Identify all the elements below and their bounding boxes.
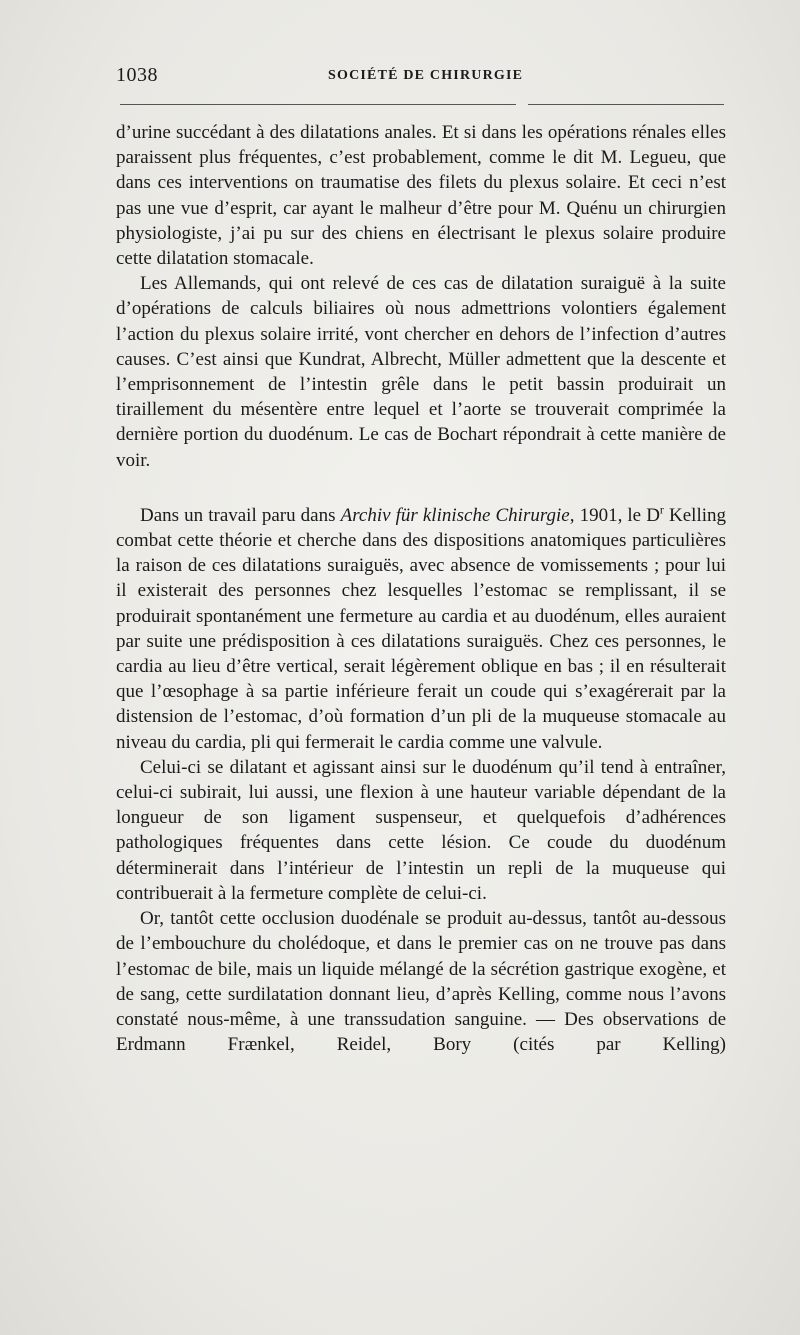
- paragraph-3-text-b: , 1901, le D: [569, 504, 660, 526]
- header-rule-right: [528, 104, 724, 105]
- running-head: SOCIÉTÉ DE CHIRURGIE: [328, 68, 524, 83]
- header-rule-left: [120, 104, 516, 105]
- paragraph-5: Or, tantôt cette occlusion duodénale se produit au-dessus, tantôt au-dessous de l’embouchure du cholédoque, et dans le premier cas on ne trouve pas dans l’estomac de bile, mais un liquide mélangé de la sécrétion gastrique exogène, et de sang, cette surdilatation donnant lieu, d’après Kelling, comme nous l’avons constaté nous-même, à une transsudation sanguine. — Des observations de Erdmann Frænkel, Reidel, Bory (cités par Kelling): [116, 908, 726, 1056]
- paragraph-3-text-c: Kelling combat cette théorie et cherche dans des dispositions anatomiques particulières la raison de ces dilatations suraiguës, avec absence de vomissements ; pour lui il existerait des personnes chez lesquelles l’estomac se remplissant, il se produirait spontanément une fermeture au cardia et au duodénum, elles auraient par suite une prédisposition à ces dilatations suraiguës. Chez ces personnes, le cardia au lieu d’être vertical, serait légèrement oblique en bas ; il en résulterait que l’œsophage à sa partie inférieure ferait un coude qui s’exagérerait par la distension de l’estomac, d’où formation d’un pli de la muqueuse stomacale au niveau du cardia, pli qui fermerait le cardia comme une valvule.: [116, 504, 726, 753]
- paragraph-3-text-a: Dans un travail paru dans: [140, 504, 341, 526]
- paragraph-2: Les Allemands, qui ont relevé de ces cas de dilatation suraiguë à la suite d’opérations de calculs biliaires où nous admettrions volontiers également l’action du plexus solaire irrité, vont chercher en dehors de l’infection d’autres causes. C’est ainsi que Kundrat, Albrecht, Müller admettent que la descente et l’emprisonnement de l’intestin grêle dans le petit bassin produirait un tiraillement du mésentère entre lequel et l’aorte se trouverait comprimée la dernière portion du duodénum. Le cas de Bochart répondrait à cette manière de voir.: [116, 273, 726, 471]
- page-number: 1038: [116, 64, 158, 86]
- journal-title: Archiv für klinische Chirurgie: [340, 504, 570, 526]
- body-text: [116, 120, 726, 1057]
- doctor-superscript: r: [659, 502, 664, 517]
- page-header: [116, 64, 726, 94]
- paragraph-3: [116, 503, 726, 755]
- paragraph-1: d’urine succédant à des dilatations anales. Et si dans les opérations rénales elles paraissent plus fréquentes, c’est probablement, comme le dit M. Legueu, que dans ces interventions on traumatise des filets du plexus solaire. Et ceci n’est pas une vue d’esprit, car ayant le malheur d’être pour M. Quénu un chirurgien physiologiste, j’ai pu sur des chiens en électrisant le plexus solaire produire cette dilatation stomacale.: [116, 122, 726, 270]
- paragraph-4: Celui-ci se dilatant et agissant ainsi sur le duodénum qu’il tend à entraîner, celui-ci subirait, lui aussi, une flexion à une hauteur variable dépendant de la longueur de son ligament suspenseur, et quelquefois d’adhérences pathologiques fréquentes dans cette lésion. Ce coude du duodénum déterminerait dans l’intérieur de l’intestin un repli de la muqueuse qui contribuerait à la fermeture complète de celui-ci.: [116, 756, 726, 904]
